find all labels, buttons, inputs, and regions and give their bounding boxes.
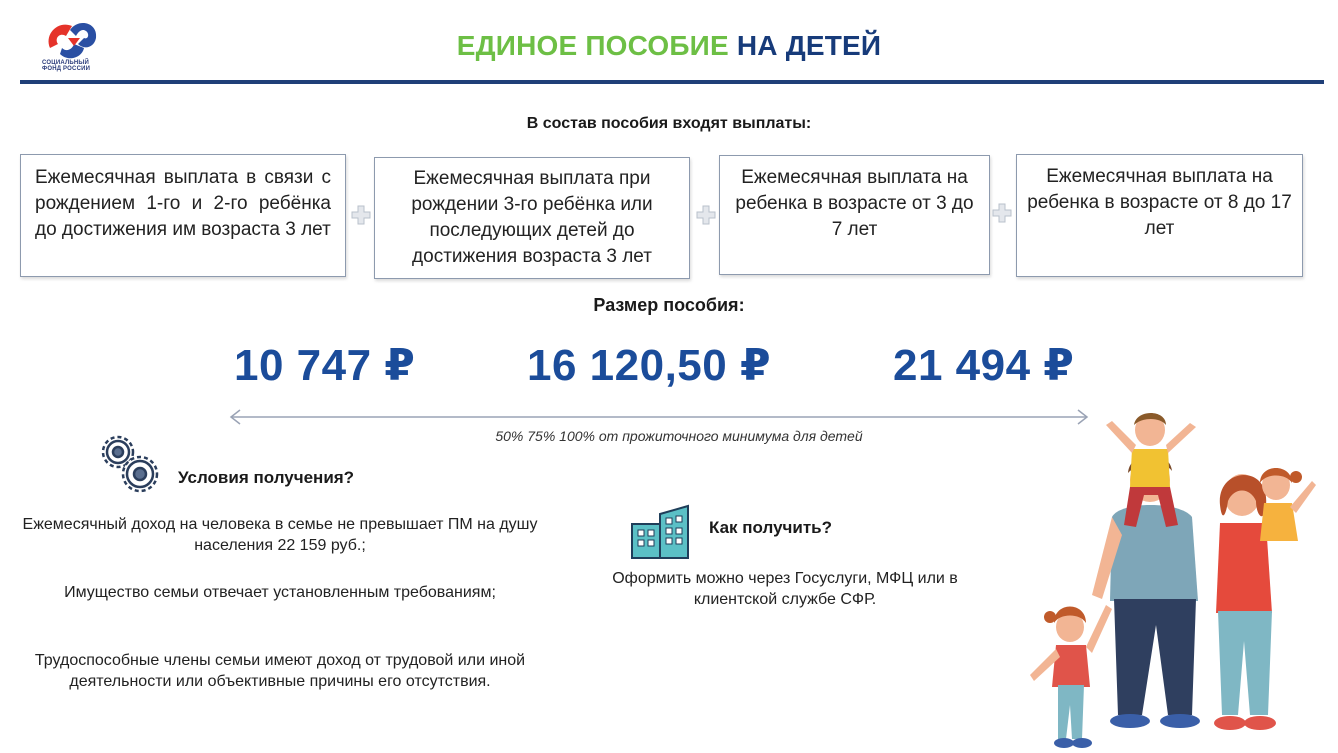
- condition-item-3: Трудоспособные члены семьи имеют доход от трудовой или иной деятельности или объективные причины его отсутствия.: [34, 652, 526, 690]
- title-blue: НА ДЕТЕЙ: [736, 30, 882, 61]
- logo-caption-line2: ФОНД РОССИИ: [42, 66, 91, 72]
- double-arrow-icon: [228, 408, 1090, 426]
- condition-item-2: Имущество семьи отвечает установленным требованиям;: [64, 584, 496, 601]
- payment-box-2: Ежемесячная выплата при рождении 3-го ребёнка или последующих детей до достижения возраста 3 лет: [374, 157, 690, 279]
- amount-50-percent: 10 747 ₽: [234, 341, 416, 390]
- building-icon: [630, 502, 694, 560]
- payment-box-4: Ежемесячная выплата на ребенка в возрасте от 8 до 17 лет: [1016, 154, 1303, 277]
- title-divider: [20, 80, 1324, 84]
- payments-intro: В состав пособия входят выплаты:: [526, 115, 812, 132]
- page-title: [0, 30, 1338, 62]
- title-green: ЕДИНОЕ ПОСОБИЕ: [456, 30, 729, 61]
- payment-box-3: Ежемесячная выплата на ребенка в возрасте от 3 до 7 лет: [719, 155, 990, 275]
- plus-icon: [990, 201, 1014, 225]
- amount-100-percent: 21 494 ₽: [893, 341, 1075, 390]
- plus-icon: [349, 203, 373, 227]
- how-text: Оформить можно через Госуслуги, МФЦ или в клиентской службе СФР.: [612, 570, 958, 608]
- gears-icon: [96, 430, 162, 496]
- percent-note: 50% 75% 100% от прожиточного минимума для детей: [495, 428, 863, 444]
- conditions-title: Условия получения?: [178, 468, 355, 487]
- logo-caption-line1: СОЦИАЛЬНЫЙ: [42, 60, 89, 66]
- amount-75-percent: 16 120,50 ₽: [527, 341, 772, 390]
- how-title: Как получить?: [709, 518, 833, 537]
- condition-item-1: Ежемесячный доход на человека в семье не превышает ПМ на душу населения 22 159 руб.;: [22, 516, 538, 554]
- payment-box-1: Ежемесячная выплата в связи с рождением 1-го и 2-го ребёнка до достижения им возраста 3 лет: [20, 154, 346, 277]
- family-illustration: [1020, 405, 1338, 753]
- plus-icon: [694, 203, 718, 227]
- size-label: Размер пособия:: [593, 295, 745, 315]
